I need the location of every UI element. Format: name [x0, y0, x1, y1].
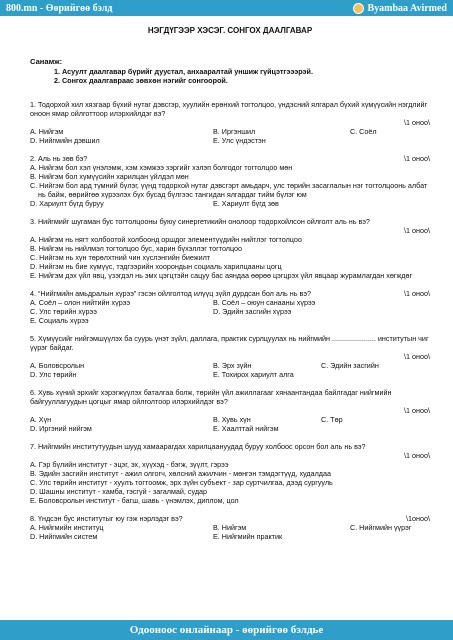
- question-text: 4. “Нийгмийн амьдралын хүрээ” гэсэн ойлголтод илүүц зүйл дурдсан бол аль нь вэ?: [30, 289, 311, 298]
- option-a: А. Нийгэм нь нягт холбоотой холбоонд оршдог элементүүдийн нийтлэг тогтолцоо: [30, 235, 302, 244]
- option-d: D. Хариулт бүгд буруу: [30, 199, 104, 208]
- question-score: \1 оноо\: [404, 352, 430, 361]
- question-score: \1оноо\: [406, 514, 430, 523]
- question-text: 8. Үндсэн бус институтыг юу гэж нэрлэдэг вэ?: [30, 514, 183, 523]
- option-b: В. Эрх зүйн: [213, 361, 252, 370]
- option-e: Е. Боловсролын институт - багш, шавь - үнэмлэх, диплом, цол: [30, 496, 239, 505]
- footer-slogan[interactable]: Одооноос онлайнаар - өөрийгөө бэлдье: [129, 624, 324, 636]
- notice-item: 1. Асуулт даалгавар бүрийг дуустал, анхааралтай уншиж гүйцэтгэээрэй.: [54, 67, 313, 76]
- question-6: [30, 388, 430, 433]
- question-text: 3. Нийгмийг шугаман бус тогтолцооны буюу синергетикийн онолоор тодорхойлсон ойлголт аль нь вэ?: [30, 217, 370, 226]
- notice-item: 2. Сонгох даалгавраас зөвхөн нэгийг сонгоорой.: [54, 76, 228, 85]
- option-c: С. Улс төрийн институт - хуулъ тогтоомж, эрх зүйн субъект - зар суртчилгаа, дээд сургууль: [30, 478, 333, 487]
- option-a: А. Гэр бүлийн институт - эцэг, эх, хүүхэд - бэгж, зүүлт, гэрээ: [30, 460, 229, 469]
- bottom-banner: [0, 620, 453, 640]
- option-c: С. Төр: [321, 415, 343, 424]
- question-text: 6. Хувь хүний эрхийг хэрэгжүүлэх баталгаа болж, төрийн үйл ажиллагааг хянаантандаа байлгадаг нийгмийн байгууллагуудын цогцыг ямар ойлголтоор илэрхийлдэг вэ?: [30, 388, 392, 406]
- option-b: В. Нийгэм нь нийлмэл тогтолцоо бус, харин бүхэллэг тогтолцоо: [30, 244, 243, 253]
- option-a: А. Боловсролын: [30, 361, 85, 370]
- option-b: В. Иргэншил: [213, 127, 256, 136]
- author-name: Byambaa Avirmed: [367, 2, 447, 14]
- question-4: [30, 289, 430, 325]
- author-block: [353, 3, 447, 14]
- option-b: В. Нийгэм: [213, 523, 247, 532]
- site-name[interactable]: 800.mn - Өөрийгөө бэлд: [6, 2, 113, 14]
- question-score: \1 оноо\: [404, 406, 430, 415]
- question-3: [30, 217, 430, 280]
- option-d: D. Иргэний нийгэм: [30, 424, 92, 433]
- option-c: С. Нийгэм нь хүн төрөлхтний чин хүслэнгийн биежилт: [30, 253, 211, 262]
- option-a: А. Нийгмийн институц: [30, 523, 104, 532]
- option-d: D. Эдийн засгийн хүрээ: [213, 307, 292, 316]
- question-score: \1 оноо\: [404, 118, 430, 127]
- option-c: С. Нийгэм бол ард түмний бүлэг, үүнд тодорхой нутаг дэвсгэрт амьдарч, улс төрийн засаглалын нэг тогтолцоонь албат нь байж, өөрийгөө хүрээлэх бүх бусад бүлгээс тангидан ялгардаг тийм бүлэг юм: [30, 181, 428, 199]
- option-b: В. Соёл – оюун санааны хүрээ: [213, 298, 316, 307]
- option-e: Е. Улс үндэстэн: [213, 136, 266, 145]
- question-8: [30, 514, 430, 541]
- option-c: С. Улс төрийн хүрээ: [30, 307, 97, 316]
- question-text: 2. Аль нь зөв бэ?: [30, 154, 88, 163]
- option-a: А. Хүн: [30, 415, 52, 424]
- option-e: Е. Хариулт бүгд зөв: [213, 199, 279, 208]
- question-text: 1. Тодорхой хил хязгаар бүхий нутаг дэвсгэр, хуулийн ерөнхий тогтолцоо, үндэсний ялгарал бүхий хүмүүсийн нэгдлийг оноон ямар ойлготтоор илэрхийлдэг вэ?: [30, 100, 428, 118]
- notice-block: [30, 57, 430, 85]
- option-c: С. Соёл: [350, 127, 377, 136]
- question-1: [30, 100, 430, 145]
- option-d: D. Нийгэм нь бие хүмүүс, тэдгээрийн хоорондын социаль харилцааны цогц: [30, 262, 282, 271]
- question-2: [30, 154, 430, 208]
- question-score: \1 оноо\: [404, 451, 430, 460]
- question-7: [30, 442, 430, 505]
- question-score: \1 оноо\: [404, 154, 430, 163]
- option-e: Е. Хаалттай нийгэм: [213, 424, 279, 433]
- option-c: С. Нийгмийн үүрэг: [350, 523, 412, 532]
- option-a: А. Соёл – олон нийтийн хүрээ: [30, 298, 131, 307]
- question-text: 5. Хүмүүсийг нийгэмшүүлэх ба суурь үнэт зүйл, даллага, практик сурлцуулах нь нийгмийн ...................... институтын чиг үүрэг байдаг.: [30, 334, 429, 352]
- option-b: В. Хувь хүн: [213, 415, 251, 424]
- option-d: D. Улс төрийн: [30, 370, 77, 379]
- top-banner: [0, 0, 453, 16]
- option-e: Е. Социаль хүрээ: [30, 316, 89, 325]
- question-score: \1 оноо\: [404, 226, 430, 235]
- avatar-icon: [353, 3, 364, 14]
- page-title: НЭГДҮГЭЭР ХЭСЭГ. СОНГОХ ДААЛГАВАР: [147, 26, 313, 35]
- option-d: D. Нийгмийн систем: [30, 532, 98, 541]
- question-score: \1 оноо\: [404, 289, 430, 298]
- option-b: В. Эдийн засгийн институт - ажил олгогч, хөлсний ажилчин - мөнгэн тэмдэгтүүд, худалдаа: [30, 469, 331, 478]
- option-e: Е. Нийгмийн практик: [213, 532, 283, 541]
- question-text: 7. Нийгмийн институтуудын шууд хамаарагдах харилцаануудад буруу холбоос орсон бол аль нь вэ?: [30, 442, 366, 451]
- notice-heading: Санамж:: [30, 57, 63, 66]
- option-e: Е. Нийгэм дэх үйл явц, үзэгдэл нь эмх цэгцтэйн сацуу бас аяндаа өөрөө цэгцрэх үйл явцаар журамлагдан хөгждөг: [30, 271, 413, 280]
- question-5: [30, 334, 430, 379]
- option-b: В. Нийгэм бол хүмүүсийн харилцан үйлдэл мөн: [30, 172, 189, 181]
- option-d: D. Шашны институт - хамба, гэсгүй - загалмай, судар: [30, 487, 208, 496]
- document-page: [30, 22, 430, 618]
- option-c: С. Эдийн засгийн: [321, 361, 379, 370]
- option-a: А. Нийгэм бол хэл үнэлэмж, хэм хэмжээ зэргийг хэлэп болгодог тогтолцоо мөн: [30, 163, 293, 172]
- option-a: А. Нийгэм: [30, 127, 64, 136]
- option-e: Е. Тохирох хариулт алга: [213, 370, 294, 379]
- option-d: D. Нийгмийн дэвшил: [30, 136, 100, 145]
